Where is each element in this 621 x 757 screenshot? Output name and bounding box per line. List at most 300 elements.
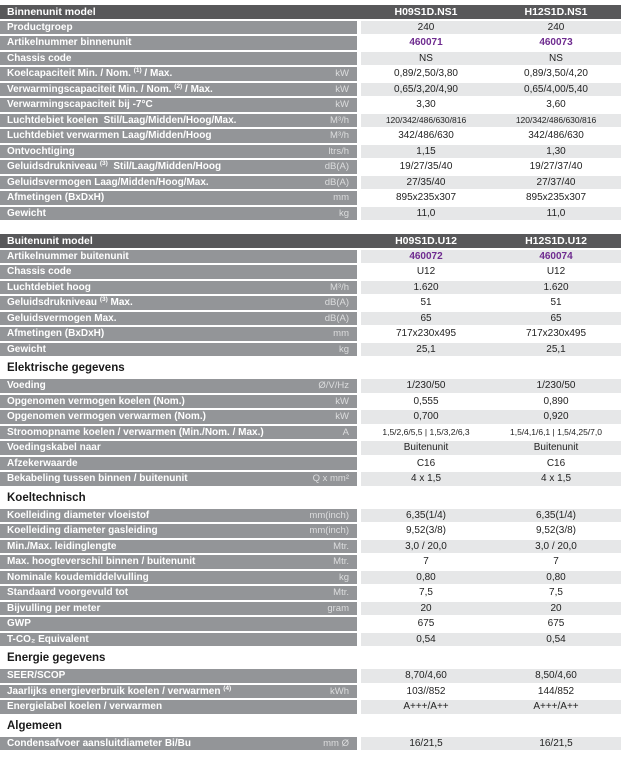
- value-model-1: 16/21,5: [409, 737, 443, 749]
- value-band: [361, 265, 621, 279]
- value-model-1: 240: [417, 21, 435, 33]
- value-band: [361, 379, 621, 393]
- table-header-row: [0, 234, 621, 248]
- value-model-2: NS: [549, 52, 563, 64]
- value-model-1: H09S1D.U12: [395, 234, 457, 247]
- spec-row: [0, 343, 621, 357]
- spec-row: [0, 312, 621, 326]
- value-model-2: 3,0 / 20,0: [535, 540, 577, 552]
- value-band: [361, 160, 621, 174]
- footnote-superscript: (3): [99, 296, 108, 303]
- unit-label: dB(A): [324, 297, 349, 309]
- unit-label: gram: [327, 602, 349, 614]
- value-model-2: 27/37/40: [536, 176, 576, 188]
- spec-label-cell: [0, 312, 357, 326]
- section: [0, 362, 621, 486]
- value-band: [361, 737, 621, 751]
- value-model-2: 51: [550, 297, 562, 309]
- value-model-1: H09S1D.NS1: [394, 5, 458, 18]
- value-model-2: H12S1D.NS1: [524, 5, 588, 18]
- spec-label-cell: [0, 98, 357, 112]
- spec-label: Afzekerwaarde: [7, 457, 78, 469]
- section: [0, 492, 621, 647]
- spec-label-cell: [0, 207, 357, 221]
- value-model-2: 675: [547, 618, 565, 630]
- section-heading: Algemeen: [7, 719, 62, 732]
- value-model-1: NS: [419, 52, 433, 64]
- value-model-2: 19/27/37/40: [529, 161, 583, 173]
- value-band: [361, 571, 621, 585]
- spec-label: GWP: [7, 618, 31, 630]
- spec-label-continued: Stil/Laag/Midden/Hoog: [107, 161, 222, 173]
- value-model-1: 0,65/3,20/4,90: [394, 83, 458, 95]
- spec-label: Jaarlijks energieverbruik koelen / verwarmen: [7, 685, 224, 697]
- section: [0, 5, 621, 220]
- value-model-1: 895x235x307: [395, 192, 457, 204]
- value-model-2: 144/852: [537, 685, 575, 697]
- spec-label-cell: [0, 250, 357, 264]
- spec-label: Luchtdebiet hoog: [7, 281, 91, 293]
- spec-label-cell: [0, 555, 357, 569]
- spec-row: [0, 21, 621, 35]
- spec-label: Koelleiding diameter vloeistof: [7, 509, 150, 521]
- spec-label: Chassis code: [7, 52, 72, 64]
- spec-label: Artikelnummer binnenunit: [7, 37, 132, 49]
- value-band: [361, 441, 621, 455]
- spec-row: [0, 737, 621, 751]
- value-model-1: 7,5: [419, 587, 433, 599]
- spec-label-cell: [0, 145, 357, 159]
- spec-row: [0, 145, 621, 159]
- value-model-1: U12: [416, 266, 436, 278]
- unit-label: kW: [335, 395, 349, 407]
- spec-label: Binnenunit model: [7, 5, 96, 18]
- value-model-1: 6,35(1/4): [405, 509, 447, 521]
- value-model-2: Buitenunit: [533, 442, 579, 454]
- spec-label-cell: [0, 395, 357, 409]
- value-model-1: 4 x 1,5: [410, 473, 442, 485]
- spec-label-cell: [0, 5, 357, 19]
- value-band: [361, 145, 621, 159]
- value-model-1: 27/35/40: [406, 176, 446, 188]
- unit-label: Q x mm²: [312, 473, 349, 485]
- unit-label: kW: [335, 83, 349, 95]
- value-model-2: 1,30: [546, 145, 566, 157]
- value-model-1: 1,5/2,6/5,5 | 1,5/3,2/6,3: [382, 427, 470, 438]
- footnote-superscript: (2): [174, 82, 183, 90]
- spec-label: Gewicht: [7, 207, 46, 219]
- spec-row: [0, 617, 621, 631]
- value-model-1: 342/486/630: [398, 130, 454, 142]
- spec-row: [0, 571, 621, 585]
- unit-label: kW: [335, 68, 349, 80]
- spec-label: Geluidsdrukniveau: [7, 297, 100, 309]
- value-model-2: H12S1D.U12: [525, 234, 587, 247]
- value-model-2: 4 x 1,5: [540, 473, 572, 485]
- spec-label-continued: Max.: [107, 297, 133, 309]
- value-model-2: 895x235x307: [525, 192, 587, 204]
- spec-row: [0, 441, 621, 455]
- spec-label: Luchtdebiet verwarmen Laag/Midden/Hoog: [7, 130, 212, 142]
- unit-label: kg: [338, 207, 349, 219]
- value-band: [361, 234, 621, 248]
- unit-label: kg: [338, 343, 349, 355]
- value-model-2: 0,80: [546, 571, 566, 583]
- section: [0, 652, 621, 714]
- spec-label-cell: [0, 472, 357, 486]
- value-band: [361, 250, 621, 264]
- value-band: [361, 602, 621, 616]
- value-model-2: 3,60: [546, 99, 566, 111]
- value-model-2: 0,89/3,50/4,20: [524, 68, 588, 80]
- spec-label: T-CO₂ Equivalent: [7, 633, 89, 645]
- unit-label: dB(A): [324, 176, 349, 188]
- spec-row: [0, 700, 621, 714]
- spec-row: [0, 395, 621, 409]
- unit-label: mm(inch): [309, 509, 349, 521]
- spec-label-cell: [0, 685, 357, 699]
- table-header-row: [0, 5, 621, 19]
- unit-label: M³/h: [330, 114, 349, 126]
- value-model-1: 8,70/4,60: [405, 670, 447, 682]
- value-band: [361, 669, 621, 683]
- section: [0, 234, 621, 356]
- spec-row: [0, 52, 621, 66]
- value-model-2: 0,54: [546, 633, 566, 645]
- value-band: [361, 191, 621, 205]
- spec-label-cell: [0, 379, 357, 393]
- value-model-1: 3,30: [416, 99, 436, 111]
- value-model-2: 1.620: [543, 281, 569, 293]
- spec-row: [0, 669, 621, 683]
- value-band: [361, 633, 621, 647]
- value-band: [361, 395, 621, 409]
- value-model-2: 0,920: [543, 411, 569, 423]
- value-band: [361, 426, 621, 440]
- value-model-2: 20: [550, 602, 562, 614]
- spec-row: [0, 472, 621, 486]
- spec-row: [0, 410, 621, 424]
- spec-label: Afmetingen (BxDxH): [7, 192, 105, 204]
- value-model-2: 16/21,5: [539, 737, 573, 749]
- spec-label-continued: / Max.: [141, 68, 173, 80]
- spec-label-cell: [0, 633, 357, 647]
- value-model-1: 0,54: [416, 633, 436, 645]
- value-model-1: 717x230x495: [395, 328, 457, 340]
- unit-label: kWh: [330, 685, 349, 697]
- spec-label: Voedingskabel naar: [7, 442, 101, 454]
- spec-row: [0, 296, 621, 310]
- spec-row: [0, 327, 621, 341]
- spec-row: [0, 36, 621, 50]
- spec-label-cell: [0, 441, 357, 455]
- unit-label: mm Ø: [323, 737, 349, 749]
- spec-label: Nominale koudemiddelvulling: [7, 571, 149, 583]
- value-model-2: C16: [546, 457, 566, 469]
- unit-label: kW: [335, 99, 349, 111]
- spec-row: [0, 114, 621, 128]
- spec-row: [0, 586, 621, 600]
- section-heading: Energie gegevens: [7, 652, 106, 664]
- footnote-superscript: (3): [99, 160, 108, 167]
- spec-label-cell: [0, 617, 357, 631]
- value-model-1: 3,0 / 20,0: [405, 540, 447, 552]
- value-model-1: 19/27/35/40: [399, 161, 453, 173]
- unit-label: Ø/V/Hz: [318, 380, 349, 392]
- value-model-1: 460072: [409, 250, 443, 262]
- section-heading: Elektrische gegevens: [7, 362, 125, 374]
- spec-label-cell: [0, 52, 357, 66]
- spec-label: Koelcapaciteit Min. / Nom.: [7, 68, 134, 80]
- value-model-1: 103//852: [406, 685, 446, 697]
- unit-label: kg: [338, 571, 349, 583]
- spec-label-cell: [0, 509, 357, 523]
- spec-label: Bijvulling per meter: [7, 602, 101, 614]
- spec-label-cell: [0, 176, 357, 190]
- spec-label: Gewicht: [7, 343, 46, 355]
- spec-label-continued: / Max.: [182, 83, 213, 95]
- value-model-2: 7,5: [549, 587, 563, 599]
- value-model-2: 6,35(1/4): [535, 509, 577, 521]
- spec-row: [0, 524, 621, 538]
- spec-row: [0, 426, 621, 440]
- spec-row: [0, 509, 621, 523]
- spec-label: Opgenomen vermogen verwarmen (Nom.): [7, 411, 206, 423]
- spec-label: Energielabel koelen / verwarmen: [7, 701, 163, 713]
- spec-label: Luchtdebiet koelen Stil/Laag/Midden/Hoog/Max.: [7, 114, 237, 126]
- value-model-1: 25,1: [416, 343, 436, 355]
- value-model-2: U12: [546, 266, 566, 278]
- spec-label: Geluidsvermogen Max.: [7, 312, 117, 324]
- value-model-1: 9,52(3/8): [405, 525, 447, 537]
- value-model-2: 65: [550, 312, 562, 324]
- footnote-superscript: (4): [223, 684, 232, 692]
- value-band: [361, 176, 621, 190]
- spec-row: [0, 129, 621, 143]
- value-model-1: 1,15: [416, 145, 436, 157]
- spec-label: Verwarmingscapaciteit Min. / Nom.: [7, 83, 175, 95]
- value-band: [361, 555, 621, 569]
- value-band: [361, 98, 621, 112]
- value-model-2: 460074: [539, 250, 573, 262]
- spec-row: [0, 265, 621, 279]
- value-band: [361, 685, 621, 699]
- value-model-2: 25,1: [546, 343, 566, 355]
- value-band: [361, 457, 621, 471]
- spec-label: Geluidsvermogen Laag/Midden/Hoog/Max.: [7, 176, 209, 188]
- spec-label-cell: [0, 234, 357, 248]
- spec-label: Max. hoogteverschil binnen / buitenunit: [7, 556, 196, 568]
- unit-label: Mtr.: [333, 587, 349, 599]
- value-model-1: 460071: [409, 37, 443, 49]
- spec-label-cell: [0, 700, 357, 714]
- unit-label: mm: [333, 328, 349, 340]
- value-band: [361, 83, 621, 97]
- value-model-2: 240: [547, 21, 565, 33]
- value-model-1: 0,80: [416, 571, 436, 583]
- spec-row: [0, 379, 621, 393]
- spec-row: [0, 207, 621, 221]
- value-band: [361, 207, 621, 221]
- spec-row: [0, 602, 621, 616]
- value-model-2: 0,890: [543, 395, 569, 407]
- value-band: [361, 700, 621, 714]
- value-model-1: 11,0: [416, 207, 436, 219]
- spec-label-cell: [0, 410, 357, 424]
- section: [0, 720, 621, 751]
- value-model-2: 11,0: [546, 207, 566, 219]
- value-model-2: 717x230x495: [525, 328, 587, 340]
- spec-label: Buitenunit model: [7, 234, 93, 247]
- unit-label: mm: [333, 192, 349, 204]
- value-model-2: 8,50/4,60: [535, 670, 577, 682]
- unit-label: dB(A): [324, 161, 349, 173]
- spec-label: Koelleiding diameter gasleiding: [7, 525, 158, 537]
- value-model-2: 0,65/4,00/5,40: [524, 83, 588, 95]
- value-model-2: 120/342/486/630/816: [515, 115, 597, 126]
- unit-label: dB(A): [324, 312, 349, 324]
- spec-label-cell: [0, 540, 357, 554]
- value-model-1: 51: [420, 297, 432, 309]
- value-model-1: 0,89/2,50/3,80: [394, 68, 458, 80]
- value-band: [361, 21, 621, 35]
- spec-row: [0, 540, 621, 554]
- spec-label-cell: [0, 191, 357, 205]
- spec-row: [0, 176, 621, 190]
- spec-label-cell: [0, 524, 357, 538]
- spec-label: Bekabeling tussen binnen / buitenunit: [7, 473, 188, 485]
- spec-row: [0, 98, 621, 112]
- spec-row: [0, 281, 621, 295]
- spec-label: Stroomopname koelen / verwarmen (Min./Nom. / Max.): [7, 426, 264, 438]
- value-model-2: 7: [553, 556, 559, 568]
- spec-label: Min./Max. leidinglengte: [7, 540, 117, 552]
- unit-label: Mtr.: [333, 556, 349, 568]
- spec-label-cell: [0, 83, 357, 97]
- unit-label: M³/h: [330, 130, 349, 142]
- value-model-2: 460073: [539, 37, 573, 49]
- spec-row: [0, 685, 621, 699]
- spec-row: [0, 191, 621, 205]
- unit-label: A: [342, 426, 349, 438]
- spec-label-cell: [0, 160, 357, 174]
- value-band: [361, 129, 621, 143]
- spec-row: [0, 555, 621, 569]
- value-band: [361, 617, 621, 631]
- value-model-1: 0,700: [413, 411, 439, 423]
- spec-row: [0, 83, 621, 97]
- value-band: [361, 524, 621, 538]
- spec-label: Condensafvoer aansluitdiameter Bi/Bu: [7, 737, 191, 749]
- value-model-2: 342/486/630: [528, 130, 584, 142]
- value-model-1: 1/230/50: [406, 380, 446, 392]
- value-model-1: C16: [416, 457, 436, 469]
- spec-label-cell: [0, 114, 357, 128]
- value-band: [361, 36, 621, 50]
- spec-row: [0, 160, 621, 174]
- value-model-1: 7: [423, 556, 429, 568]
- spec-label: Geluidsdrukniveau: [7, 161, 100, 173]
- spec-label: Artikelnummer buitenunit: [7, 250, 129, 262]
- spec-label-cell: [0, 21, 357, 35]
- value-model-2: A+++/A++: [533, 701, 579, 713]
- value-model-2: 9,52(3/8): [535, 525, 577, 537]
- value-band: [361, 509, 621, 523]
- value-band: [361, 5, 621, 19]
- value-band: [361, 410, 621, 424]
- spec-label: SEER/SCOP: [7, 670, 66, 682]
- unit-label: M³/h: [330, 281, 349, 293]
- value-band: [361, 312, 621, 326]
- value-model-1: 0,555: [413, 395, 439, 407]
- spec-label: Standaard voorgevuld tot: [7, 587, 129, 599]
- spec-label-cell: [0, 327, 357, 341]
- spec-label-cell: [0, 586, 357, 600]
- spec-row: [0, 457, 621, 471]
- section-heading: Koeltechnisch: [7, 491, 86, 504]
- spec-label: Chassis code: [7, 266, 72, 278]
- spec-label: Opgenomen vermogen koelen (Nom.): [7, 395, 185, 407]
- spec-row: [0, 67, 621, 81]
- value-model-1: A+++/A++: [403, 701, 449, 713]
- spec-label: Voeding: [7, 380, 46, 392]
- value-band: [361, 586, 621, 600]
- spec-label-cell: [0, 571, 357, 585]
- value-band: [361, 296, 621, 310]
- spec-label: Afmetingen (BxDxH): [7, 328, 105, 340]
- value-model-1: 1.620: [413, 281, 439, 293]
- spec-label-cell: [0, 296, 357, 310]
- spec-label-cell: [0, 426, 357, 440]
- spec-label-cell: [0, 343, 357, 357]
- value-model-1: 120/342/486/630/816: [385, 115, 467, 126]
- value-band: [361, 67, 621, 81]
- spec-label-cell: [0, 737, 357, 751]
- value-band: [361, 114, 621, 128]
- value-band: [361, 343, 621, 357]
- value-model-1: 20: [420, 602, 432, 614]
- spec-label-cell: [0, 67, 357, 81]
- unit-label: Mtr.: [333, 540, 349, 552]
- spec-label: Verwarmingscapaciteit bij -7°C: [7, 99, 153, 111]
- value-band: [361, 540, 621, 554]
- value-band: [361, 52, 621, 66]
- spec-row: [0, 633, 621, 647]
- value-model-2: 1,5/4,1/6,1 | 1,5/4,25/7,0: [509, 427, 602, 438]
- spec-label-cell: [0, 265, 357, 279]
- unit-label: mm(inch): [309, 525, 349, 537]
- unit-label: ltrs/h: [328, 145, 349, 157]
- value-model-1: 65: [420, 312, 432, 324]
- spec-label-cell: [0, 281, 357, 295]
- spec-label-cell: [0, 602, 357, 616]
- spec-label-cell: [0, 129, 357, 143]
- spec-label-cell: [0, 457, 357, 471]
- unit-label: kW: [335, 411, 349, 423]
- spec-row: [0, 250, 621, 264]
- value-band: [361, 472, 621, 486]
- spec-label: Ontvochtiging: [7, 145, 75, 157]
- spec-label-cell: [0, 669, 357, 683]
- value-model-1: Buitenunit: [403, 442, 449, 454]
- value-band: [361, 281, 621, 295]
- value-band: [361, 327, 621, 341]
- value-model-1: 675: [417, 618, 435, 630]
- spec-label: Productgroep: [7, 21, 73, 33]
- value-model-2: 1/230/50: [536, 380, 576, 392]
- spec-label-cell: [0, 36, 357, 50]
- footnote-superscript: (1): [133, 67, 142, 74]
